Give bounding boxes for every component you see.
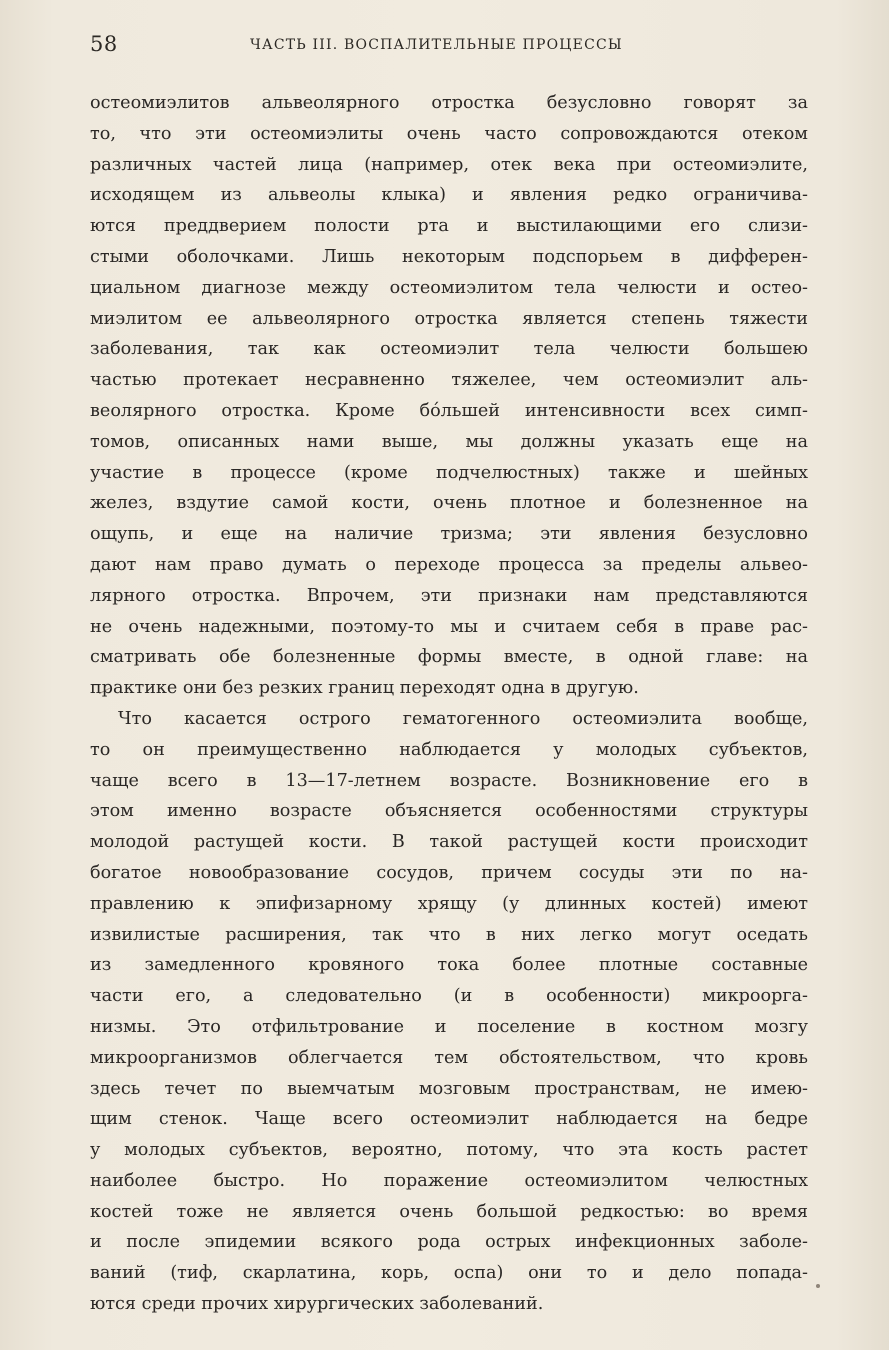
text-line: здесь течет по выемчатым мозговым пространствам, не имею- — [90, 1078, 808, 1099]
text-line: то, что эти остеомиэлиты очень часто сопровождаются отеком — [90, 123, 808, 144]
text-line: участие в процессе (кроме подчелюстных) также и шейных — [90, 462, 808, 483]
text-line: Что касается острого гематогенного остеомиэлита вообще, — [118, 708, 808, 729]
text-line: наиболее быстро. Но поражение остеомиэлитом челюстных — [90, 1170, 808, 1191]
text-line: этом именно возрасте объясняется особенностями структуры — [90, 801, 808, 822]
text-line: не очень надежными, поэтому-то мы и считаем себя в праве рас- — [90, 616, 808, 637]
text-line: желез, вздутие самой кости, очень плотное и болезненное на — [90, 493, 808, 514]
text-line: стыми оболочками. Лишь некоторым подспорьем в дифферен- — [90, 246, 808, 267]
body-text — [90, 88, 808, 1320]
text-line: извилистые расширения, так что в них легко могут оседать — [90, 924, 808, 945]
text-line: остеомиэлитов альвеолярного отростка безусловно говорят за — [90, 93, 808, 113]
text-line: части его, а следовательно (и в особенности) микроорга- — [90, 986, 808, 1007]
text-line: ются преддверием полости рта и выстилающими его слизи- — [90, 216, 808, 237]
text-line: то он преимущественно наблюдается у молодых субъектов, — [90, 739, 808, 760]
text-line: частью протекает несравненно тяжелее, чем остеомиэлит аль- — [90, 370, 808, 391]
text-line: томов, описанных нами выше, мы должны указать еще на — [90, 431, 808, 452]
text-line: миэлитом ее альвеолярного отростка является степень тяжести — [90, 308, 808, 329]
text-line: ваний (тиф, скарлатина, корь, оспа) они то и дело попада- — [90, 1263, 808, 1284]
text-line: ощупь, и еще на наличие тризма; эти явления безусловно — [90, 524, 808, 545]
text-line: ются среди прочих хирургических заболеваний. — [90, 1294, 544, 1315]
text-line: костей тоже не является очень большой редкостью: во время — [90, 1201, 808, 1222]
text-line: чаще всего в 13—17-летнем возрасте. Возникновение его в — [90, 770, 808, 791]
text-line: различных частей лица (например, отек века при остеомиэлите, — [90, 154, 808, 175]
text-line: и после эпидемии всякого рода острых инфекционных заболе- — [90, 1232, 808, 1253]
text-line: у молодых субъектов, вероятно, потому, что эта кость растет — [90, 1140, 808, 1161]
running-head — [90, 32, 810, 62]
text-line: практике они без резких границ переходят одна в другую. — [90, 678, 639, 699]
text-line: молодой растущей кости. В такой растущей кости происходит — [90, 832, 808, 853]
text-line: богатое новообразование сосудов, причем сосуды эти по на- — [90, 862, 808, 883]
text-line: правлению к эпифизарному хрящу (у длинных костей) имеют — [90, 893, 808, 914]
text-line: лярного отростка. Впрочем, эти признаки нам представляются — [90, 585, 808, 606]
text-line: щим стенок. Чаще всего остеомиэлит наблюдается на бедре — [90, 1109, 808, 1130]
text-line: дают нам право думать о переходе процесса за пределы альвео- — [90, 554, 808, 575]
ink-speck — [816, 1284, 820, 1288]
page-number: 58 — [90, 32, 118, 56]
text-line: сматривать обе болезненные формы вместе, в одной главе: на — [90, 647, 808, 668]
text-line: веолярного отростка. Кроме бо́льшей интенсивности всех симп- — [90, 400, 808, 421]
text-line: микроорганизмов облегчается тем обстоятельством, что кровь — [90, 1047, 808, 1068]
text-line: из замедленного кровяного тока более плотные составные — [90, 955, 808, 976]
text-line: исходящем из альвеолы клыка) и явления редко ограничива- — [90, 185, 808, 206]
text-line: циальном диагнозе между остеомиэлитом тела челюсти и остео- — [90, 277, 808, 298]
text-line: низмы. Это отфильтрование и поселение в костном мозгу — [90, 1016, 808, 1037]
part-title: ЧАСТЬ III. ВОСПАЛИТЕЛЬНЫЕ ПРОЦЕССЫ — [250, 37, 623, 53]
text-line: заболевания, так как остеомиэлит тела челюсти большею — [90, 339, 808, 360]
